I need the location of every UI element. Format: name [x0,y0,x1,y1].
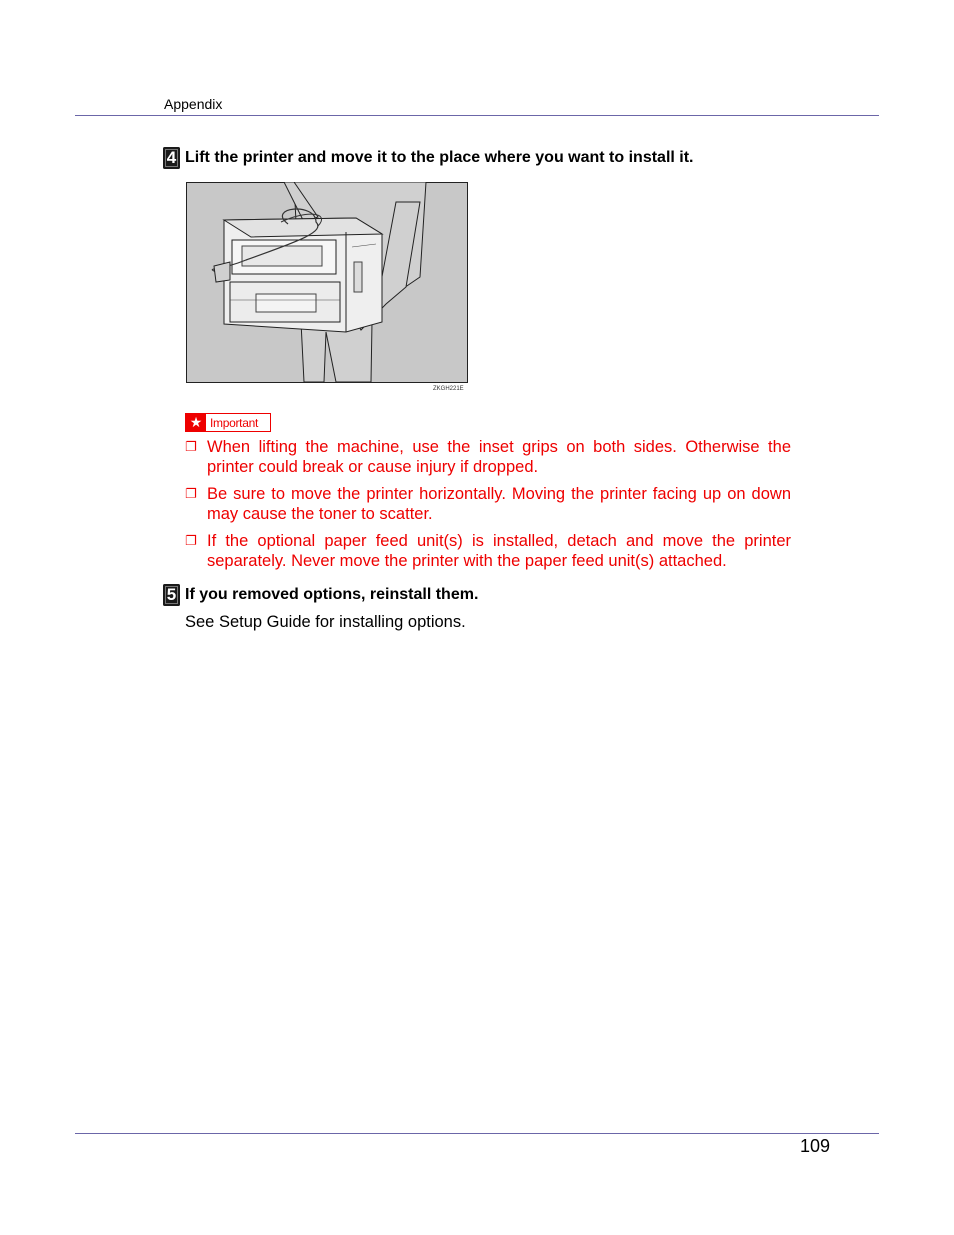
note-item [185,531,791,571]
important-notes-list [185,437,791,578]
step-4 [163,147,694,169]
printer-lift-illustration [186,182,468,383]
note-item [185,437,791,477]
note-item [185,484,791,524]
step-5 [163,584,478,606]
step-title: If you removed options, reinstall them. [185,586,479,603]
important-label: Important [210,415,258,430]
important-badge [185,413,271,432]
header-section-label: Appendix [164,96,223,112]
star-icon: ★ [186,414,206,431]
note-text: Be sure to move the printer horizontally. Moving the printer facing up on down may cause the toner to scatter. [207,485,791,523]
checkbox-bullet-icon: ❐ [185,486,197,501]
footer-rule [75,1133,879,1134]
step-number-badge: 5 [163,584,180,606]
checkbox-bullet-icon: ❐ [185,439,197,454]
note-text: If the optional paper feed unit(s) is installed, detach and move the printer separately. Never move the printer with the paper feed unit(s) attached. [207,532,791,570]
page-number: 109 [800,1136,831,1156]
note-text: When lifting the machine, use the inset grips on both sides. Otherwise the printer could break or cause injury if dropped. [207,438,791,476]
header-rule [75,115,879,116]
figure-code: ZKGH221E [433,386,464,392]
step-body-text: See Setup Guide for installing options. [185,613,466,631]
step-number-badge: 4 [163,147,180,169]
step-title: Lift the printer and move it to the place where you want to install it. [185,149,694,166]
checkbox-bullet-icon: ❐ [185,533,197,548]
